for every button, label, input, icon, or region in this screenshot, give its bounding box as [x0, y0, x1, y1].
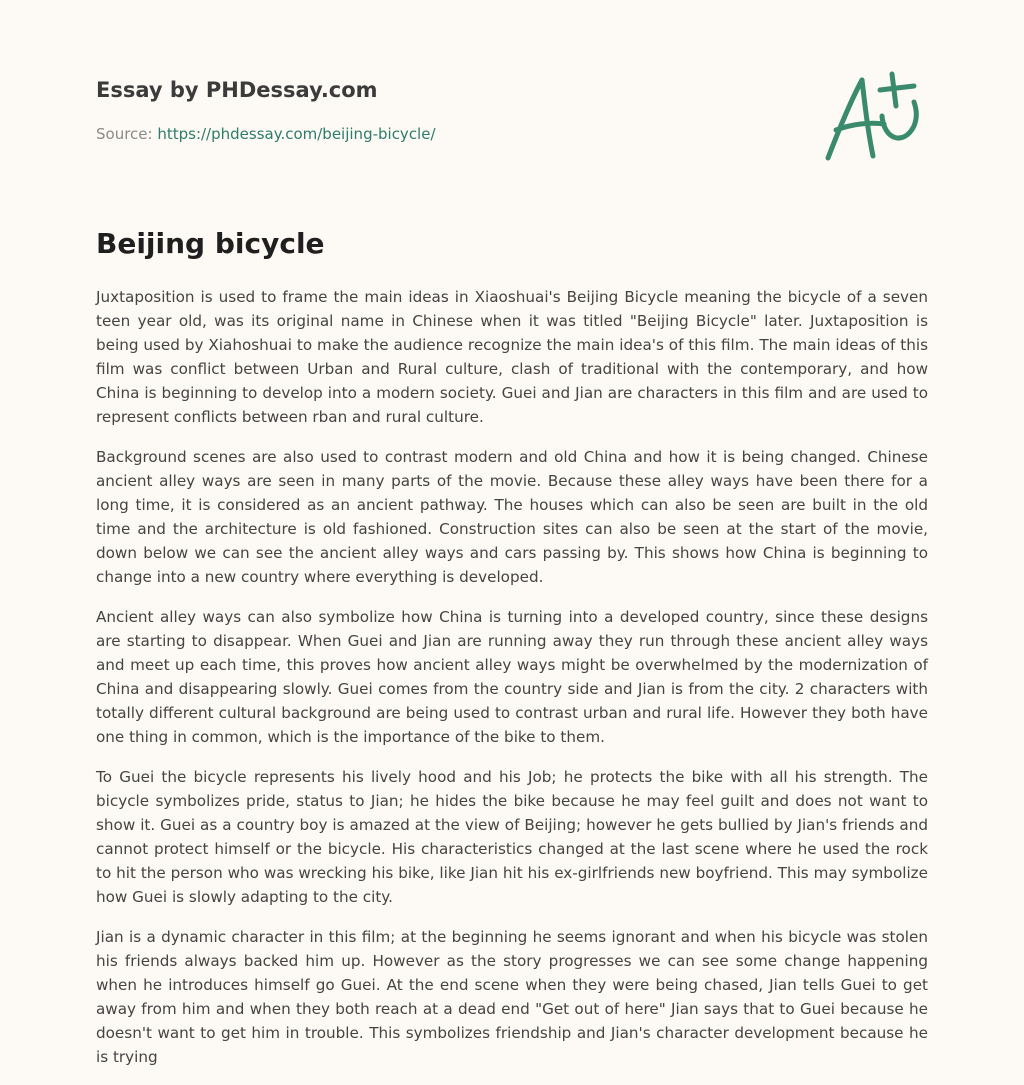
source-line: [96, 124, 928, 144]
paragraph: Background scenes are also used to contrast modern and old China and how it is being changed. Chinese ancient alley ways are seen in many parts of the movie. Because these alley ways have been there for a long time, it is considered as an ancient pathway. The houses which can also be seen are built in the old time and the architecture is old fashioned. Construction sites can also be seen at the start of the movie, down below we can see the ancient alley ways and cars passing by. This shows how China is beginning to change into a new country where everything is developed.: [96, 448, 928, 586]
source-link[interactable]: https://phdessay.com/beijing-bicycle/: [157, 125, 436, 143]
article-body: [96, 285, 928, 1085]
paragraph: To Guei the bicycle represents his lively hood and his Job; he protects the bike with all his strength. The bicycle symbolizes pride, status to Jian; he hides the bike because he may feel guilt and does not want to show it. Guei as a country boy is amazed at the view of Beijing; however he gets bullied by Jian's friends and cannot protect himself or the bicycle. His characteristics changed at the last scene where he used the rock to hit the person who was wrecking his bike, like Jian hit his ex-girlfriends new boyfriend. This may symbolize how Guei is slowly adapting to the city.: [96, 768, 928, 906]
header: [96, 76, 928, 144]
paragraph: Ancient alley ways can also symbolize how China is turning into a developed country, since these designs are starting to disappear. When Guei and Jian are running away they run through these ancient alley ways and meet up each time, this proves how ancient alley ways might be overwhelmed by the modernization of China and disappearing slowly. Guei comes from the country side and Jian is from the city. 2 characters with totally different cultural background are being used to contrast urban and rural life. However they both have one thing in common, which is the importance of the bike to them.: [96, 608, 928, 746]
brand-title: Essay by PHDessay.com: [96, 78, 378, 102]
paragraph: Jian is a dynamic character in this film; at the beginning he seems ignorant and when his bicycle was stolen his friends always backed him up. However as the story progresses we can see some change happening when he introduces himself go Guei. At the end scene when they were being chased, Jian tells Guei to get away from him and when they both reach at a dead end "Get out of here" Jian says that to Guei because he doesn't want to get him in trouble. This symbolizes friendship and Jian's character development because he is trying: [96, 928, 928, 1066]
source-label: Source:: [96, 125, 158, 143]
page-title: Beijing bicycle: [96, 227, 325, 260]
paragraph: Juxtaposition is used to frame the main ideas in Xiaoshuai's Beijing Bicycle meaning the bicycle of a seven teen year old, was its original name in Chinese when it was titled "Beijing Bicycle" later. Juxtaposition is being used by Xiahoshuai to make the audience recognize the main idea's of this film. The main ideas of this film was conflict between Urban and Rural culture, clash of traditional with the contemporary, and how China is beginning to develop into a modern society. Guei and Jian are characters in this film and are used to represent conflicts between rban and rural culture.: [96, 288, 928, 426]
a-plus-icon: [818, 66, 928, 166]
